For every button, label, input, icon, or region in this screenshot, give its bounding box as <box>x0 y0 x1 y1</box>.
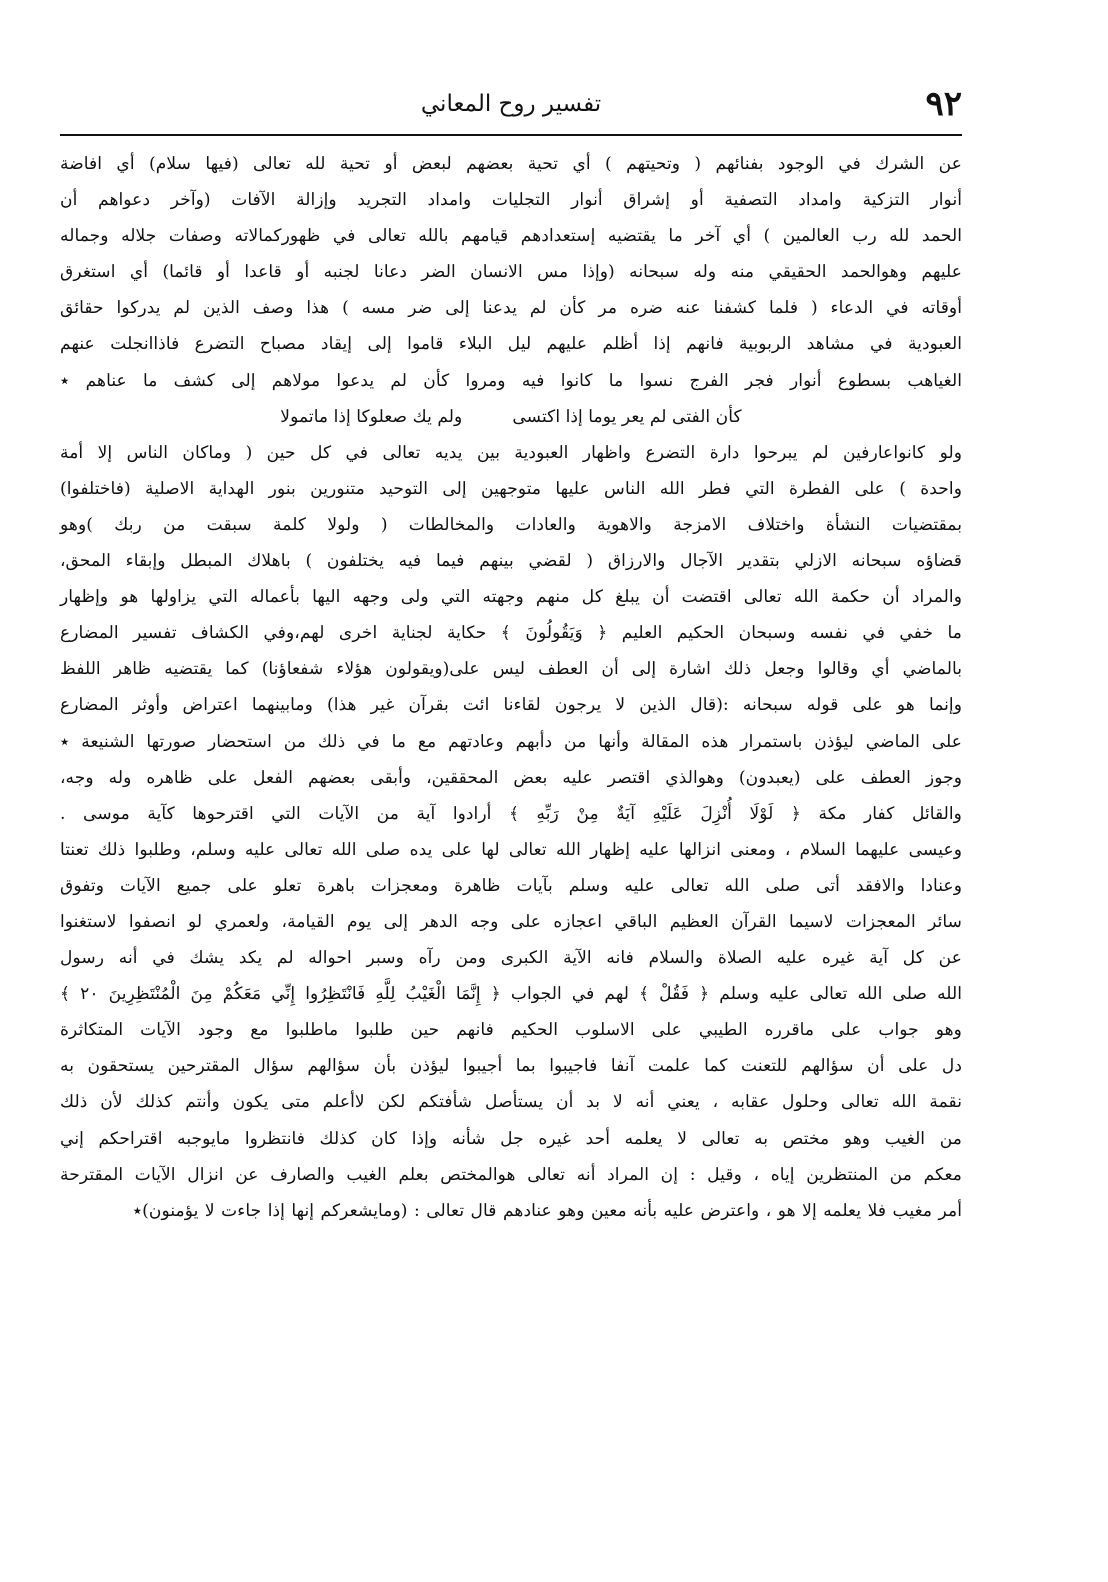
text-line: أمر مغيب فلا يعلمه إلا هو ، واعترض عليه بأنه معين وهو عنادهم قال تعالى : (ومايشعركم إنها إذا جاءت لا يؤمنون)٭ <box>132 1200 962 1221</box>
text-line: وعيسى عليهما السلام ، ومعنى انزالها عليه إظهار الله تعالى لها على يده صلى الله تعالى عليه وسلم، وطلبوا ذلك تعنتا <box>60 839 962 860</box>
poem-hemistich-second: ولم يك صعلوكا إذا ماتمولا <box>280 406 463 427</box>
text-line: أوقاته في الدعاء ( فلما كشفنا عنه ضره مر كأن لم يدعنا إلى ضر مسه ) هذا وصف الذين لم يدركوا حقائق <box>60 298 962 319</box>
text-line: وإنما هو على قوله سبحانه :(قال الذين لا يرجون لقاءنا ائت بقرآن غير هذا) ومابينهما اعتراض وأوثر المضارع <box>60 695 962 716</box>
text-line: العبودية في مشاهد الربوبية فانهم إذا أظلم عليهم ليل البلاء قاموا إلى إيقاد مصباح التضرع فاذاانجلت عنهم <box>60 334 962 355</box>
text-line: عن الشرك في الوجود بفنائهم ( وتحيتهم ) أي تحية بعضهم لبعض أو تحية لله تعالى (فيها سلام) أي افاضة <box>60 154 962 174</box>
text-line: سائر المعجزات لاسيما القرآن العظيم الباقي اعجازه على وجه الدهر إلى يوم القيامة، ولعمري لو انصفوا لاستغنوا <box>60 911 962 932</box>
header-rule <box>60 134 962 136</box>
text-line: أنوار التزكية وامداد التصفية أو إشراق أنوار التجليات وامداد التجريد وإزالة الآفات (وآخر دعواهم أن <box>60 190 962 211</box>
page-header <box>60 78 962 130</box>
text-line: ما خفي في نفسه وسبحان الحكيم العليم ﴿ وَيَقُولُونَ ﴾ حكاية لجناية اخرى لهم،وفي الكشاف تفسير المضارع <box>60 623 962 644</box>
text-line: قضاؤه سبحانه الازلي بتقدير الآجال والارزاق ( لقضي بينهم فيما فيه يختلفون ) باهلاك المبطل وإبقاء المحق، <box>60 551 962 572</box>
text-line: الغياهب بسطوع أنوار فجر الفرج نسوا ما كانوا فيه ومروا كأن لم يدعوا مولاهم إلى كشف ما عناهم ٭ <box>60 370 962 391</box>
poem-verse <box>60 399 962 435</box>
page-number: ٩٢ <box>925 84 962 124</box>
poem-hemistich-first: كأن الفتى لم يعر يوما إذا اكتسى <box>512 406 742 427</box>
text-line: والمراد أن حكمة الله تعالى اقتضت أن يبلغ كل منهم وجهته التي ولى وجهه اليها بأعماله التي يزاولها هو وإظهار <box>60 587 962 608</box>
text-line: نقمة الله تعالى وحلول عقابه ، يعني أنه لا بد أن يستأصل شأفتكم لكن لاأعلم متى يكون وأنتم كذلك لأن ذلك <box>60 1092 962 1113</box>
running-title: تفسير روح المعاني <box>420 91 602 117</box>
text-line: وعنادا والافقد أتى صلى الله تعالى عليه وسلم بآيات ظاهرة ومعجزات باهرة تعلو على جميع الآيات وتفوق <box>60 875 962 896</box>
text-line: الله صلى الله تعالى عليه وسلم ﴿ فَقُلْ ﴾ لهم في الجواب ﴿ إِنَّمَا الْغَيْبُ لِلَّهِ فَانْتَظِرُوا إِنِّي مَعَكُمْ مِنَ الْمُنْتَظِرِينَ ٢٠ ﴾ <box>60 984 962 1005</box>
body-text <box>60 146 962 1229</box>
text-line: الحمد لله رب العالمين ) أي آخر ما يقتضيه إستعدادهم قيامهم بالله تعالى في ظهوركمالاته وصفات جلاله وجماله <box>60 226 962 247</box>
text-line: عليهم وهوالحمد الحقيقي منه وله سبحانه (وإذا مس الانسان الضر دعانا لجنبه أو قاعدا أو قائما) أي استغرق <box>60 262 962 283</box>
text-line: وهو جواب على ماقرره الطيبي على الاسلوب الحكيم فانهم حين طلبوا ماطلبوا مع وجود الآيات المتكاثرة <box>60 1020 962 1041</box>
text-line: بمقتضيات النشأة واختلاف الامزجة والاهوية والعادات والمخالطات ( ولولا كلمة سبقت من ربك )وهو <box>60 514 962 535</box>
text-line: بالماضي أي وقالوا وجعل ذلك اشارة إلى أن العطف ليس على(ويقولون هؤلاء شفعاؤنا) كما يقتضيه ظاهر اللفظ <box>60 659 962 680</box>
text-line: والقائل كفار مكة ﴿ لَوْلَا أُنْزِلَ عَلَيْهِ آيَةٌ مِنْ رَبِّهِ ﴾ أرادوا آية من الآيات التي اقترحوها كآية موسى . <box>60 803 962 824</box>
text-line: وجوز العطف على (يعبدون) وهوالذي اقتصر عليه بعض المحققين، وأبقى بعضهم الفعل على ظاهره وله وجه، <box>60 767 962 788</box>
text-line: ولو كانواعارفين لم يبرحوا دارة التضرع واظهار العبودية بين يديه تعالى في كل حين ( وماكان الناس إلا أمة <box>60 442 962 463</box>
text-line: واحدة ) على الفطرة التي فطر الله الناس عليها متوجهين إلى التوحيد متنورين بنور الهداية الاصلية (فاختلفوا) <box>60 478 962 499</box>
text-line: معكم من المنتظرين إياه ، وقيل : إن المراد أنه تعالى هوالمختص بعلم الغيب والصارف عن انزال الآيات المقترحة <box>60 1164 962 1185</box>
text-line: عن كل آية غيره عليه الصلاة والسلام فانه الآية الكبرى ومن رآه وسبر احواله لم يكد يشك في أنه رسول <box>60 948 962 969</box>
text-line: دل على أن سؤالهم للتعنت كما علمت آنفا فاجيبوا بما أجيبوا ليؤذن بأن سؤالهم سؤال المقترحين يستحقون به <box>60 1056 962 1077</box>
text-line: من الغيب وهو مختص به تعالى لا يعلمه أحد غيره جل شأنه وإذا كان كذلك فانتظروا مايوجبه اقتراحكم إني <box>60 1128 962 1149</box>
text-line: على الماضي ليؤذن باستمرار هذه المقالة وأنها من دأبهم وعادتهم مع ما في ذلك من استحضار صورتها الشنيعة ٭ <box>60 731 962 752</box>
